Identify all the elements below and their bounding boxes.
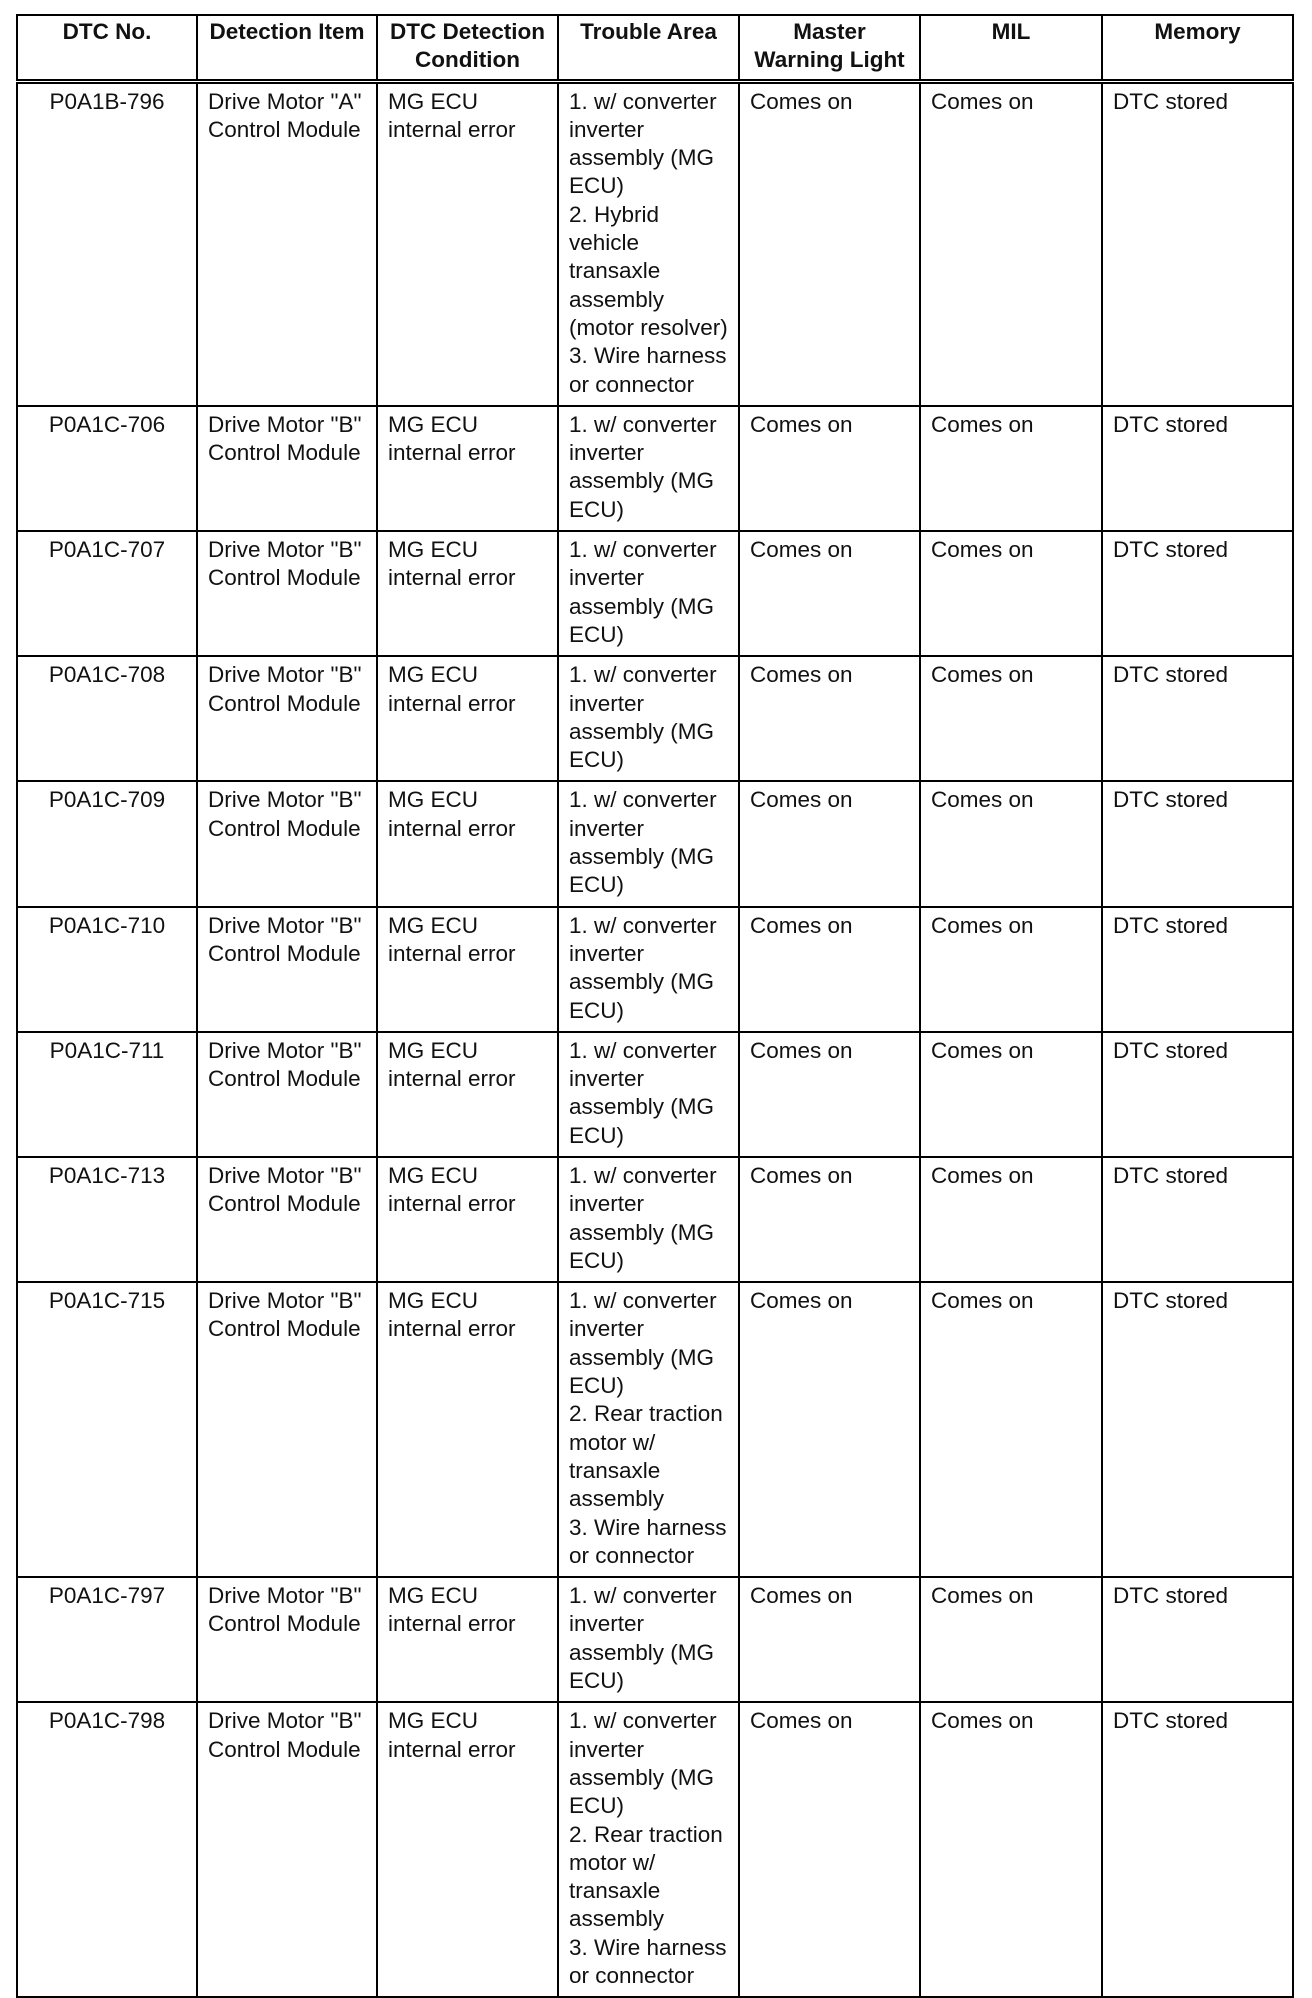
trouble-area-item: 1. w/ converter inverter assembly (MG ECU) bbox=[569, 662, 717, 773]
trouble-area-item: 1. w/ converter inverter assembly (MG ECU) bbox=[569, 1583, 717, 1694]
header-memory: Memory bbox=[1102, 15, 1293, 81]
cell-detection-condition: MG ECU internal error bbox=[377, 1702, 558, 1997]
cell-trouble-area bbox=[558, 1577, 739, 1702]
cell-mil: Comes on bbox=[920, 1157, 1102, 1282]
trouble-area-item: 1. w/ converter inverter assembly (MG ECU) bbox=[569, 1162, 717, 1273]
cell-detection-condition: MG ECU internal error bbox=[377, 1032, 558, 1157]
cell-mil: Comes on bbox=[920, 907, 1102, 1032]
cell-trouble-area bbox=[558, 81, 739, 406]
cell-trouble-area bbox=[558, 1282, 739, 1577]
cell-mil: Comes on bbox=[920, 1282, 1102, 1577]
cell-detection-condition: MG ECU internal error bbox=[377, 406, 558, 531]
table-row bbox=[17, 781, 1293, 906]
header-row bbox=[17, 15, 1293, 81]
cell-memory: DTC stored bbox=[1102, 656, 1293, 781]
trouble-area-item: 2. Rear traction motor w/ transaxle assembly bbox=[569, 1821, 723, 1932]
table-row bbox=[17, 1577, 1293, 1702]
cell-detection-item: Drive Motor "B" Control Module bbox=[197, 531, 377, 656]
cell-trouble-area bbox=[558, 1702, 739, 1997]
table-row bbox=[17, 1702, 1293, 1997]
header-mil: MIL bbox=[920, 15, 1102, 81]
cell-memory: DTC stored bbox=[1102, 531, 1293, 656]
cell-memory: DTC stored bbox=[1102, 406, 1293, 531]
trouble-area-item: 3. Wire harness or connector bbox=[569, 1514, 727, 1568]
cell-mil: Comes on bbox=[920, 1702, 1102, 1997]
cell-mil: Comes on bbox=[920, 1032, 1102, 1157]
header-trouble-area: Trouble Area bbox=[558, 15, 739, 81]
cell-trouble-area bbox=[558, 907, 739, 1032]
cell-dtc-no: P0A1B-796 bbox=[17, 81, 197, 406]
cell-mil: Comes on bbox=[920, 531, 1102, 656]
cell-master-warning-light: Comes on bbox=[739, 1282, 920, 1577]
cell-master-warning-light: Comes on bbox=[739, 781, 920, 906]
cell-detection-item: Drive Motor "B" Control Module bbox=[197, 1577, 377, 1702]
cell-detection-condition: MG ECU internal error bbox=[377, 1577, 558, 1702]
dtc-table bbox=[16, 14, 1294, 1998]
cell-dtc-no: P0A1C-798 bbox=[17, 1702, 197, 1997]
cell-dtc-no: P0A1C-706 bbox=[17, 406, 197, 531]
cell-mil: Comes on bbox=[920, 656, 1102, 781]
cell-mil: Comes on bbox=[920, 781, 1102, 906]
table-row bbox=[17, 1157, 1293, 1282]
cell-detection-condition: MG ECU internal error bbox=[377, 1157, 558, 1282]
header-dtc-no: DTC No. bbox=[17, 15, 197, 81]
cell-memory: DTC stored bbox=[1102, 1702, 1293, 1997]
cell-dtc-no: P0A1C-713 bbox=[17, 1157, 197, 1282]
table-row bbox=[17, 81, 1293, 406]
cell-master-warning-light: Comes on bbox=[739, 406, 920, 531]
cell-dtc-no: P0A1C-711 bbox=[17, 1032, 197, 1157]
cell-detection-item: Drive Motor "B" Control Module bbox=[197, 1157, 377, 1282]
cell-detection-condition: MG ECU internal error bbox=[377, 531, 558, 656]
cell-dtc-no: P0A1C-715 bbox=[17, 1282, 197, 1577]
trouble-area-item: 1. w/ converter inverter assembly (MG ECU) bbox=[569, 1037, 717, 1148]
trouble-area-item: 3. Wire harness or connector bbox=[569, 343, 727, 397]
trouble-area-item: 1. w/ converter inverter assembly (MG ECU) bbox=[569, 912, 717, 1023]
header-master-warning-light: Master Warning Light bbox=[739, 15, 920, 81]
header-detection-condition: DTC Detection Condition bbox=[377, 15, 558, 81]
cell-detection-item: Drive Motor "B" Control Module bbox=[197, 406, 377, 531]
cell-dtc-no: P0A1C-797 bbox=[17, 1577, 197, 1702]
cell-master-warning-light: Comes on bbox=[739, 531, 920, 656]
cell-detection-item: Drive Motor "B" Control Module bbox=[197, 907, 377, 1032]
cell-trouble-area bbox=[558, 1032, 739, 1157]
cell-detection-condition: MG ECU internal error bbox=[377, 656, 558, 781]
cell-master-warning-light: Comes on bbox=[739, 656, 920, 781]
cell-detection-item: Drive Motor "B" Control Module bbox=[197, 656, 377, 781]
cell-detection-item: Drive Motor "B" Control Module bbox=[197, 781, 377, 906]
cell-trouble-area bbox=[558, 406, 739, 531]
cell-master-warning-light: Comes on bbox=[739, 1577, 920, 1702]
trouble-area-item: 1. w/ converter inverter assembly (MG ECU) bbox=[569, 1708, 717, 1819]
cell-detection-condition: MG ECU internal error bbox=[377, 781, 558, 906]
table-row bbox=[17, 531, 1293, 656]
cell-memory: DTC stored bbox=[1102, 1282, 1293, 1577]
cell-memory: DTC stored bbox=[1102, 1032, 1293, 1157]
cell-dtc-no: P0A1C-708 bbox=[17, 656, 197, 781]
table-row bbox=[17, 656, 1293, 781]
cell-master-warning-light: Comes on bbox=[739, 1702, 920, 1997]
table-body bbox=[17, 81, 1293, 1997]
cell-master-warning-light: Comes on bbox=[739, 1157, 920, 1282]
cell-trouble-area bbox=[558, 781, 739, 906]
cell-dtc-no: P0A1C-710 bbox=[17, 907, 197, 1032]
cell-master-warning-light: Comes on bbox=[739, 81, 920, 406]
cell-master-warning-light: Comes on bbox=[739, 1032, 920, 1157]
cell-memory: DTC stored bbox=[1102, 1577, 1293, 1702]
trouble-area-item: 1. w/ converter inverter assembly (MG ECU) bbox=[569, 88, 717, 199]
table-row bbox=[17, 1282, 1293, 1577]
table-row bbox=[17, 406, 1293, 531]
trouble-area-item: 1. w/ converter inverter assembly (MG ECU) bbox=[569, 1288, 717, 1399]
cell-detection-condition: MG ECU internal error bbox=[377, 907, 558, 1032]
trouble-area-item: 2. Rear traction motor w/ transaxle assembly bbox=[569, 1401, 723, 1512]
cell-mil: Comes on bbox=[920, 406, 1102, 531]
trouble-area-item: 1. w/ converter inverter assembly (MG ECU) bbox=[569, 537, 717, 647]
cell-dtc-no: P0A1C-707 bbox=[17, 531, 197, 656]
cell-master-warning-light: Comes on bbox=[739, 907, 920, 1032]
header-detection-item: Detection Item bbox=[197, 15, 377, 81]
trouble-area-item: 2. Hybrid vehicle transaxle assembly (motor resolver) bbox=[569, 201, 728, 340]
cell-trouble-area bbox=[558, 531, 739, 656]
trouble-area-item: 1. w/ converter inverter assembly (MG ECU) bbox=[569, 787, 717, 898]
cell-detection-item: Drive Motor "B" Control Module bbox=[197, 1282, 377, 1577]
cell-detection-item: Drive Motor "B" Control Module bbox=[197, 1702, 377, 1997]
table-row bbox=[17, 1032, 1293, 1157]
cell-memory: DTC stored bbox=[1102, 1157, 1293, 1282]
cell-detection-condition: MG ECU internal error bbox=[377, 81, 558, 406]
cell-detection-item: Drive Motor "A" Control Module bbox=[197, 81, 377, 406]
cell-memory: DTC stored bbox=[1102, 781, 1293, 906]
cell-mil: Comes on bbox=[920, 81, 1102, 406]
table-header bbox=[17, 15, 1293, 81]
cell-memory: DTC stored bbox=[1102, 81, 1293, 406]
trouble-area-item: 1. w/ converter inverter assembly (MG ECU) bbox=[569, 411, 717, 522]
cell-dtc-no: P0A1C-709 bbox=[17, 781, 197, 906]
cell-mil: Comes on bbox=[920, 1577, 1102, 1702]
cell-memory: DTC stored bbox=[1102, 907, 1293, 1032]
cell-trouble-area bbox=[558, 1157, 739, 1282]
cell-trouble-area bbox=[558, 656, 739, 781]
cell-detection-condition: MG ECU internal error bbox=[377, 1282, 558, 1577]
trouble-area-item: 3. Wire harness or connector bbox=[569, 1934, 727, 1988]
table-row bbox=[17, 907, 1293, 1032]
cell-detection-item: Drive Motor "B" Control Module bbox=[197, 1032, 377, 1157]
